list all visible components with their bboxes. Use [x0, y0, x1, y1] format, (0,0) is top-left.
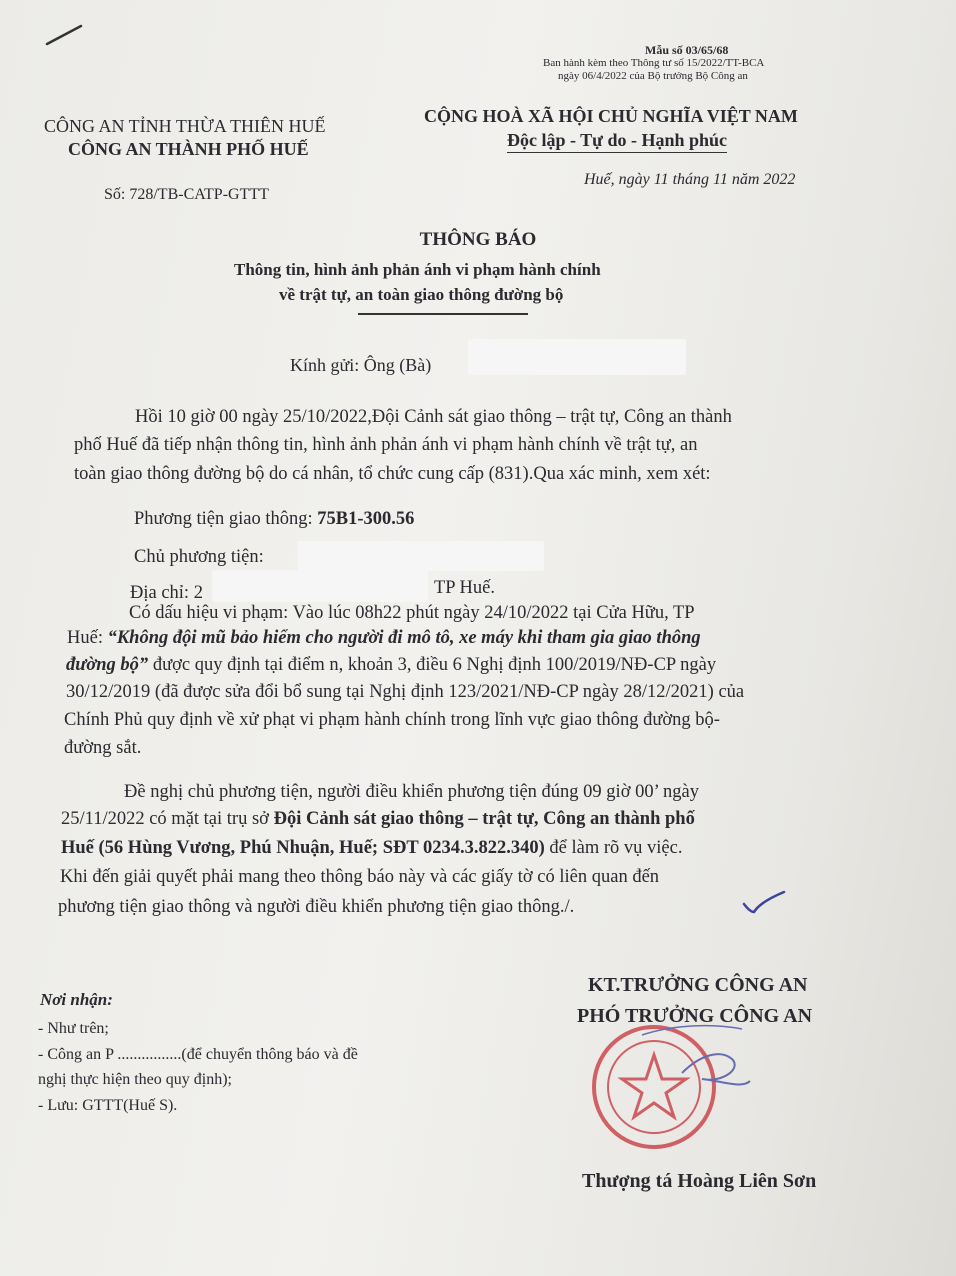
date-place: Huế, ngày 11 tháng 11 năm 2022 [584, 171, 796, 188]
p2-line2-a: Huế: [67, 628, 108, 648]
subtitle-underline [358, 313, 528, 315]
p2-line3-b: được quy định tại điểm n, khoản 3, điều 6 Nghị định 100/2019/NĐ-CP ngày [148, 655, 717, 675]
p1-line1: Hồi 10 giờ 00 ngày 25/10/2022,Đội Cảnh sát giao thông – trật tự, Công an thành [135, 407, 732, 427]
form-issued-line2: ngày 06/4/2022 của Bộ trưởng Bộ Công an [558, 70, 748, 82]
p2-line6: đường sắt. [64, 738, 142, 758]
p2-line4: 30/12/2019 (đã được sửa đổi bổ sung tại Nghị định 123/2021/NĐ-CP ngày 28/12/2021) của [66, 682, 745, 702]
p2-line3 [66, 652, 716, 678]
p1-line3: toàn giao thông đường bộ do cá nhân, tổ chức cung cấp (831).Qua xác minh, xem xét: [74, 464, 711, 484]
p3-line1: Đề nghị chủ phương tiện, người điều khiển phương tiện đúng 09 giờ 00’ ngày [124, 782, 699, 802]
redacted-address [212, 570, 428, 602]
p3-line3-b: để làm rõ vụ việc. [544, 838, 683, 858]
redacted-owner [298, 541, 544, 571]
redacted-name [468, 339, 686, 375]
recipients-title: Nơi nhận: [40, 990, 113, 1009]
document-subtitle-2: về trật tự, an toàn giao thông đường bộ [279, 285, 564, 304]
recipient-item: - Công an P ................(để chuyển thông báo và đề [38, 1046, 358, 1063]
p3-line2 [61, 806, 695, 832]
signature-title-2: PHÓ TRƯỞNG CÔNG AN [577, 1005, 813, 1027]
office-name: Đội Cảnh sát giao thông – trật tự, Công an thành phố [273, 809, 695, 829]
violation-text-end: đường bộ” [66, 655, 149, 675]
document-title: THÔNG BÁO [419, 229, 537, 250]
p1-line2: phố Huế đã tiếp nhận thông tin, hình ảnh phản ánh vi phạm hành chính về trật tự, an [74, 435, 698, 455]
national-motto: Độc lập - Tự do - Hạnh phúc [507, 130, 727, 153]
signature-title-1: KT.TRƯỞNG CÔNG AN [588, 974, 808, 996]
agency-parent: CÔNG AN TỈNH THỪA THIÊN HUẾ [44, 116, 326, 136]
greeting: Kính gửi: Ông (Bà) [290, 355, 432, 375]
document-number: Số: 728/TB-CATP-GTTT [104, 186, 269, 203]
office-address: Huế (56 Hùng Vương, Phú Nhuận, Huế; SĐT 0234.3.822.340) [61, 838, 545, 858]
recipient-item: nghị thực hiện theo quy định); [38, 1071, 232, 1088]
document-subtitle-1: Thông tin, hình ảnh phản ánh vi phạm hành chính [234, 260, 601, 279]
recipient-item: - Lưu: GTTT(Huế S). [38, 1097, 178, 1114]
p3-line2-a: 25/11/2022 có mặt tại trụ sở [61, 809, 274, 829]
vehicle-plate: 75B1-300.56 [317, 509, 415, 529]
violation-text: “Không đội mũ bảo hiểm cho người đi mô tô, xe máy khi tham gia giao thông [107, 628, 701, 648]
address-suffix: TP Huế. [434, 578, 495, 598]
form-number: Mẫu số 03/65/68 [645, 43, 729, 57]
recipient-item: - Như trên; [38, 1020, 109, 1037]
p3-line3 [61, 835, 682, 861]
pen-mark [45, 22, 85, 47]
p3-line4: Khi đến giải quyết phải mang theo thông báo này và các giấy tờ có liên quan đến [60, 867, 660, 887]
p2-line2 [67, 625, 701, 651]
agency-name: CÔNG AN THÀNH PHỐ HUẾ [68, 139, 309, 159]
form-issued-line1: Ban hành kèm theo Thông tư số 15/2022/TT-BCA [543, 57, 765, 69]
address-label: Địa chỉ: 2 [130, 583, 203, 603]
vehicle-label: Phương tiện giao thông: [134, 509, 318, 529]
p3-line5: phương tiện giao thông và người điều khiển phương tiện giao thông./. [58, 897, 575, 917]
p2-line5: Chính Phủ quy định về xử phạt vi phạm hành chính trong lĩnh vực giao thông đường bộ- [64, 710, 720, 730]
checkmark-icon [740, 888, 788, 918]
owner-label: Chủ phương tiện: [134, 547, 264, 567]
vehicle-line [134, 506, 414, 532]
national-title: CỘNG HOÀ XÃ HỘI CHỦ NGHĨA VIỆT NAM [424, 106, 798, 126]
p2-line1: Có dấu hiệu vi phạm: Vào lúc 08h22 phút ngày 24/10/2022 tại Cửa Hữu, TP [129, 603, 695, 623]
signer-name: Thượng tá Hoàng Liên Sơn [582, 1170, 817, 1192]
official-seal [582, 1015, 752, 1155]
